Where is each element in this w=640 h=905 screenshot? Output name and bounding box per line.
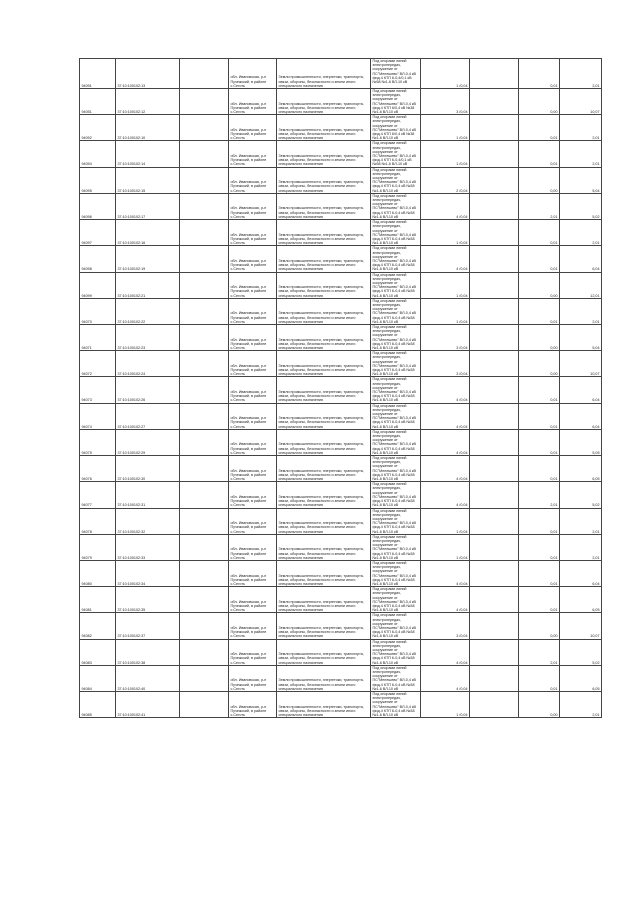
land-category: Земли промышленности, энергетики, транспорта, связи, обороны, безопасности и земли иного специального назначения [277,692,371,718]
value-2: 2,01 [560,692,602,718]
value-1: 0,01 [519,560,560,586]
land-register-table [79,58,602,718]
area-share: 1 /0,04 [421,141,470,167]
address: обл. Ивановская, р-н Пучежский, в районе с.Сеготь [229,298,277,324]
area-share: 4 /0,04 [421,560,470,586]
value-2: 2,01 [560,115,602,141]
blank-cell [470,220,519,246]
area-share: 1 /0,04 [421,534,470,560]
table-row [80,587,602,613]
value-2: 2,01 [560,298,602,324]
blank-cell [180,377,229,403]
value-2: 2,01 [560,59,602,89]
address: обл. Ивановская, р-н Пучежский, в районе с.Сеготь [229,613,277,639]
value-1: 0,01 [519,429,560,455]
value-1: 0,01 [519,141,560,167]
record-id: 94075 [80,429,116,455]
cadastral-number: 37:10:100102:31 [116,482,180,508]
table-row [80,141,602,167]
record-id: 94081 [80,587,116,613]
blank-cell [470,59,519,89]
cadastral-number: 37:10:100102:30 [116,456,180,482]
value-2: 6,05 [560,587,602,613]
value-2: 6,04 [560,560,602,586]
address: обл. Ивановская, р-н Пучежский, в районе с.Сеготь [229,220,277,246]
permitted-use: Под опорами линий электропередач, сооружение от ПС"Мелешево" ВЛ-0,4 кВ фид.4 КТП 6/0,4 кВ №38 №1-6 ВЛ-10 кВ [371,89,421,115]
record-id: 94070 [80,298,116,324]
land-category: Земли промышленности, энергетики, транспорта, связи, обороны, безопасности и земли иного специального назначения [277,456,371,482]
table-row [80,560,602,586]
land-category: Земли промышленности, энергетики, транспорта, связи, обороны, безопасности и земли иного специального назначения [277,89,371,115]
table-row [80,692,602,718]
area-share: 4 /0,04 [421,193,470,219]
permitted-use: Под опорами линий электропередач, сооружение от ПС"Мелешево" ВЛ-0,4 кВ фид.4 КТП 6-0,4 кВ №38 №1-6 ВЛ-10 кВ [371,220,421,246]
value-1: 0,01 [519,220,560,246]
address: обл. Ивановская, р-н Пучежский, в районе с.Сеготь [229,351,277,377]
value-1: 0,00 [519,692,560,718]
value-1: 0,01 [519,377,560,403]
blank-cell [470,692,519,718]
blank-cell [470,560,519,586]
value-2: 2,01 [560,141,602,167]
area-share: 3 /0,04 [421,351,470,377]
record-id: 94074 [80,403,116,429]
value-1: 0,00 [519,613,560,639]
value-1: 0,01 [519,665,560,691]
value-2: 5,04 [560,324,602,350]
area-share: 4 /0,04 [421,639,470,665]
permitted-use: Под опорами линий электропередач, сооружение от ПС"Мелешево" ВЛ-0,4 кВ фид.4 КТП 6-0,4 кВ №38 №1-6 ВЛ-10 кВ [371,456,421,482]
blank-cell [180,587,229,613]
address: обл. Ивановская, р-н Пучежский, в районе с.Сеготь [229,141,277,167]
value-1: 0,01 [519,508,560,534]
address: обл. Ивановская, р-н Пучежский, в районе с.Сеготь [229,639,277,665]
blank-cell [180,665,229,691]
permitted-use: Под опорами линий электропередач, сооружение от ПС"Мелешево" ВЛ-0,4 кВ фид.4 КТП 6-0,4 кВ №38 №1-6 ВЛ-10 кВ [371,246,421,272]
blank-cell [470,324,519,350]
record-id: 94095 [80,167,116,193]
cadastral-number: 37:10:100102:19 [116,246,180,272]
permitted-use: Под опорами линий электропередач, сооружение от ПС"Мелешево" ВЛ-0,4 кВ фид.4 КТП 6-0,4 кВ №38 №1-6 ВЛ-10 кВ [371,429,421,455]
land-category: Земли промышленности, энергетики, транспорта, связи, обороны, безопасности и земли иного специального назначения [277,377,371,403]
permitted-use: Под опорами линий электропередач, сооружение от ПС"Мелешево" ВЛ-0,4 кВ фид.4 КТП 6-0,4 кВ №38 №1-6 ВЛ-10 кВ [371,613,421,639]
value-1: 2,01 [519,193,560,219]
permitted-use: Под опорами линий электропередач, сооружение от ПС"Мелешево" ВЛ-0,4 кВ фид.4 КТП 6-0,4/0,1 кВ №58 №1-6 ВЛ-10 кВ [371,141,421,167]
land-category: Земли промышленности, энергетики, транспорта, связи, обороны, безопасности и земли иного специального назначения [277,193,371,219]
blank-cell [470,587,519,613]
permitted-use: Под опорами линий электропередач, сооружение от ПС"Мелешево" ВЛ-0,4 кВ фид.4 КТП 6-0,4 кВ №38 №1-6 ВЛ-10 кВ [371,272,421,298]
value-2: 2,01 [560,220,602,246]
address: обл. Ивановская, р-н Пучежский, в районе с.Сеготь [229,456,277,482]
address: обл. Ивановская, р-н Пучежский, в районе с.Сеготь [229,587,277,613]
cadastral-number: 37:10:100102:35 [116,587,180,613]
permitted-use: Под опорами линий электропередач, сооружение от ПС"Мелешево" ВЛ-0,4 кВ фид.4 КТП 6-0,4 кВ №38 №1-6 ВЛ-10 кВ [371,587,421,613]
cadastral-number: 37:10:100102:22 [116,298,180,324]
permitted-use: Под опорами линий электропередач, сооружение от ПС"Мелешево" ВЛ-0,4 кВ фид.4 КТП 6-0,4 кВ №38 №1-6 ВЛ-10 кВ [371,403,421,429]
permitted-use: Под опорами линий электропередач, сооружение от ПС"Мелешево" ВЛ-0,4 кВ фид.4 КТП 6-0,4 кВ №38 №1-6 ВЛ-10 кВ [371,324,421,350]
area-share: 4 /0,04 [421,403,470,429]
record-id: 94084 [80,665,116,691]
value-2: 10,07 [560,613,602,639]
area-share: 1 /0,04 [421,692,470,718]
blank-cell [180,324,229,350]
land-category: Земли промышленности, энергетики, транспорта, связи, обороны, безопасности и земли иного специального назначения [277,429,371,455]
cadastral-number: 37:10:100102:26 [116,377,180,403]
table-row [80,613,602,639]
cadastral-number: 37:10:100102:32 [116,508,180,534]
record-id: 94091 [80,59,116,89]
blank-cell [180,220,229,246]
value-1: 0,01 [519,403,560,429]
blank-cell [180,534,229,560]
cadastral-number: 37:10:100102:40 [116,665,180,691]
value-2: 5,02 [560,482,602,508]
area-share: 4 /0,04 [421,246,470,272]
address: обл. Ивановская, р-н Пучежский, в районе с.Сеготь [229,167,277,193]
value-2: 5,02 [560,193,602,219]
blank-cell [470,456,519,482]
blank-cell [470,246,519,272]
value-1: 0,01 [519,115,560,141]
blank-cell [180,508,229,534]
value-2: 10,07 [560,351,602,377]
cadastral-number: 37:10:100102:24 [116,351,180,377]
cadastral-number: 37:10:100102:37 [116,613,180,639]
blank-cell [180,115,229,141]
blank-cell [180,429,229,455]
cadastral-number: 37:10:100102:16 [116,220,180,246]
table-row [80,167,602,193]
blank-cell [470,298,519,324]
record-id: 94098 [80,246,116,272]
permitted-use: Под опорами линий электропередач, сооружение от ПС"Мелешево" ВЛ-0,4 кВ фид.4 КТП 6-0,4 кВ №38 №1-6 ВЛ-10 кВ [371,298,421,324]
permitted-use: Под опорами линий электропередач, сооружение от ПС"Мелешево" ВЛ-0,4 кВ фид.4 КТП 6-0,4 кВ №38 №1-6 ВЛ-10 кВ [371,167,421,193]
value-2: 12,01 [560,272,602,298]
address: обл. Ивановская, р-н Пучежский, в районе с.Сеготь [229,59,277,89]
land-category: Земли промышленности, энергетики, транспорта, связи, обороны, безопасности и земли иного специального назначения [277,403,371,429]
address: обл. Ивановская, р-н Пучежский, в районе с.Сеготь [229,429,277,455]
record-id: 94080 [80,560,116,586]
value-1: 0,01 [519,456,560,482]
land-category: Земли промышленности, энергетики, транспорта, связи, обороны, безопасности и земли иного специального назначения [277,665,371,691]
area-share: 1 /0,04 [421,220,470,246]
value-2: 6,04 [560,246,602,272]
table-row [80,456,602,482]
value-2: 6,05 [560,456,602,482]
land-category: Земли промышленности, энергетики, транспорта, связи, обороны, безопасности и земли иного специального назначения [277,141,371,167]
value-2: 2,01 [560,508,602,534]
value-2: 6,05 [560,665,602,691]
blank-cell [470,115,519,141]
blank-cell [470,377,519,403]
area-share: 1 /0,04 [421,298,470,324]
table-row [80,246,602,272]
permitted-use: Под опорами линий электропередач, сооружение от ПС"Мелешево" ВЛ-0,4 кВ фид.4 КТП 6-0,4 кВ №38 №1-6 ВЛ-10 кВ [371,193,421,219]
address: обл. Ивановская, р-н Пучежский, в районе с.Сеготь [229,692,277,718]
record-id: 94051 [80,89,116,115]
land-category: Земли промышленности, энергетики, транспорта, связи, обороны, безопасности и земли иного специального назначения [277,639,371,665]
table-row [80,482,602,508]
address: обл. Ивановская, р-н Пучежский, в районе с.Сеготь [229,508,277,534]
cadastral-number: 37:10:100102:38 [116,639,180,665]
record-id: 94082 [80,613,116,639]
value-2: 5,02 [560,639,602,665]
value-1: 0,00 [519,272,560,298]
blank-cell [470,141,519,167]
value-1: 0,01 [519,534,560,560]
table-row [80,324,602,350]
area-share: 1 /0,04 [421,272,470,298]
blank-cell [180,639,229,665]
address: обл. Ивановская, р-н Пучежский, в районе с.Сеготь [229,665,277,691]
address: обл. Ивановская, р-н Пучежский, в районе с.Сеготь [229,193,277,219]
blank-cell [470,167,519,193]
blank-cell [180,351,229,377]
cadastral-number: 37:10:100102:17 [116,193,180,219]
area-share: 4 /0,04 [421,482,470,508]
blank-cell [470,403,519,429]
value-1: 2,01 [519,639,560,665]
cadastral-number: 37:10:100102:21 [116,272,180,298]
blank-cell [180,456,229,482]
permitted-use: Под опорами линий электропередач, сооружение от ПС"Мелешево" ВЛ-0,4 кВ фид.4 КТП 6-0,4 кВ №38 №1-6 ВЛ-10 кВ [371,508,421,534]
value-1: 0,01 [519,587,560,613]
address: обл. Ивановская, р-н Пучежский, в районе с.Сеготь [229,272,277,298]
land-category: Земли промышленности, энергетики, транспорта, связи, обороны, безопасности и земли иного специального назначения [277,298,371,324]
table-row [80,89,602,115]
area-share: 3 /0,04 [421,613,470,639]
blank-cell [470,89,519,115]
value-2: 2,01 [560,534,602,560]
blank-cell [470,665,519,691]
value-2: 6,04 [560,377,602,403]
cadastral-number: 37:10:100102:12 [116,89,180,115]
area-share: 4 /0,04 [421,665,470,691]
permitted-use: Под опорами линий электропередач, сооружение от ПС"Мелешево" ВЛ-0,4 кВ фид.4 КТП 6-0,4 кВ №38 №1-6 ВЛ-10 кВ [371,482,421,508]
cadastral-number: 37:10:100102:29 [116,429,180,455]
blank-cell [180,272,229,298]
blank-cell [470,534,519,560]
value-1: 0,00 [519,89,560,115]
address: обл. Ивановская, р-н Пучежский, в районе с.Сеготь [229,403,277,429]
record-id: 94071 [80,324,116,350]
record-id: 94083 [80,639,116,665]
blank-cell [470,272,519,298]
address: обл. Ивановская, р-н Пучежский, в районе с.Сеготь [229,482,277,508]
blank-cell [180,246,229,272]
land-category: Земли промышленности, энергетики, транспорта, связи, обороны, безопасности и земли иного специального назначения [277,246,371,272]
table-row [80,351,602,377]
value-1: 0,00 [519,351,560,377]
value-2: 6,04 [560,403,602,429]
cadastral-number: 37:10:100102:34 [116,560,180,586]
value-1: 0,01 [519,59,560,89]
area-share: 3 /0,04 [421,324,470,350]
area-share: 3 /0,04 [421,89,470,115]
area-share: 1 /0,04 [421,508,470,534]
address: обл. Ивановская, р-н Пучежский, в районе с.Сеготь [229,377,277,403]
table-row [80,534,602,560]
permitted-use: Под опорами линий электропередач, сооружение от ПС"Мелешево" ВЛ-0,4 кВ фид.4 КТП 6-0,4/0,1 кВ №58 №1-6 ВЛ-10 кВ [371,59,421,89]
address: обл. Ивановская, р-н Пучежский, в районе с.Сеготь [229,324,277,350]
area-share: 4 /0,04 [421,456,470,482]
permitted-use: Под опорами линий электропередач, сооружение от ПС"Мелешево" ВЛ-0,4 кВ фид.4 КТП 6-0,4 кВ №38 №1-6 ВЛ-10 кВ [371,665,421,691]
land-category: Земли промышленности, энергетики, транспорта, связи, обороны, безопасности и земли иного специального назначения [277,560,371,586]
blank-cell [470,429,519,455]
permitted-use: Под опорами линий электропередач, сооружение от ПС"Мелешево" ВЛ-0,4 кВ фид.4 КТП 6-0,4 кВ №38 №1-6 ВЛ-10 кВ [371,692,421,718]
value-2: 5,05 [560,429,602,455]
table-row [80,298,602,324]
address: обл. Ивановская, р-н Пучежский, в районе с.Сеготь [229,246,277,272]
land-category: Земли промышленности, энергетики, транспорта, связи, обороны, безопасности и земли иного специального назначения [277,59,371,89]
address: обл. Ивановская, р-н Пучежский, в районе с.Сеготь [229,560,277,586]
table-row [80,272,602,298]
blank-cell [470,613,519,639]
land-category: Земли промышленности, энергетики, транспорта, связи, обороны, безопасности и земли иного специального назначения [277,613,371,639]
value-1: 0,01 [519,246,560,272]
land-category: Земли промышленности, энергетики, транспорта, связи, обороны, безопасности и земли иного специального назначения [277,167,371,193]
area-share: 4 /0,04 [421,377,470,403]
land-category: Земли промышленности, энергетики, транспорта, связи, обороны, безопасности и земли иного специального назначения [277,220,371,246]
table-row [80,508,602,534]
record-id: 94077 [80,482,116,508]
table-row [80,220,602,246]
permitted-use: Под опорами линий электропередач, сооружение от ПС"Мелешево" ВЛ-0,4 кВ фид.4 КТП 6-0,4 кВ №38 №1-6 ВЛ-10 кВ [371,351,421,377]
address: обл. Ивановская, р-н Пучежский, в районе с.Сеготь [229,115,277,141]
blank-cell [180,613,229,639]
blank-cell [180,167,229,193]
cadastral-number: 37:10:100102:33 [116,534,180,560]
permitted-use: Под опорами линий электропередач, сооружение от ПС"Мелешево" ВЛ-0,4 кВ фид.4 КТП 6-0,4 кВ №38 №1-6 ВЛ-10 кВ [371,639,421,665]
blank-cell [180,59,229,89]
record-id: 94096 [80,193,116,219]
permitted-use: Под опорами линий электропередач, сооружение от ПС"Мелешево" ВЛ-0,4 кВ фид.4 КТП 6-0,4 кВ №38 №1-6 ВЛ-10 кВ [371,377,421,403]
land-category: Земли промышленности, энергетики, транспорта, связи, обороны, безопасности и земли иного специального назначения [277,272,371,298]
cadastral-number: 37:10:100102:13 [116,59,180,89]
area-share: 2 /0,04 [421,167,470,193]
table-row [80,193,602,219]
address: обл. Ивановская, р-н Пучежский, в районе с.Сеготь [229,534,277,560]
land-category: Земли промышленности, энергетики, транспорта, связи, обороны, безопасности и земли иного специального назначения [277,324,371,350]
value-1: 0,00 [519,167,560,193]
blank-cell [470,508,519,534]
value-1: 0,00 [519,324,560,350]
cadastral-number: 37:10:100102:23 [116,324,180,350]
area-share: 4 /0,04 [421,429,470,455]
land-category: Земли промышленности, энергетики, транспорта, связи, обороны, безопасности и земли иного специального назначения [277,482,371,508]
table-row [80,665,602,691]
blank-cell [470,193,519,219]
table-row [80,59,602,89]
record-id: 94092 [80,115,116,141]
address: обл. Ивановская, р-н Пучежский, в районе с.Сеготь [229,89,277,115]
permitted-use: Под опорами линий электропередач, сооружение от ПС"Мелешево" ВЛ-0,4 кВ фид.4 КТП 6-0,4 кВ №38 №1-6 ВЛ-10 кВ [371,534,421,560]
table-row [80,639,602,665]
value-1: 2,01 [519,482,560,508]
blank-cell [180,89,229,115]
blank-cell [180,298,229,324]
blank-cell [180,141,229,167]
blank-cell [180,403,229,429]
record-id: 94078 [80,508,116,534]
permitted-use: Под опорами линий электропередач, сооружение от ПС"Мелешево" ВЛ-0,4 кВ фид.4 КТП 6-0,4 кВ №38 №1-6 ВЛ-10 кВ [371,560,421,586]
land-category: Земли промышленности, энергетики, транспорта, связи, обороны, безопасности и земли иного специального назначения [277,534,371,560]
blank-cell [470,482,519,508]
value-2: 5,04 [560,167,602,193]
blank-cell [180,692,229,718]
area-share: 1 /0,04 [421,59,470,89]
record-id: 94097 [80,220,116,246]
cadastral-number: 37:10:100102:10 [116,115,180,141]
value-2: 10,07 [560,89,602,115]
record-id: 94073 [80,377,116,403]
land-category: Земли промышленности, энергетики, транспорта, связи, обороны, безопасности и земли иного специального назначения [277,508,371,534]
value-1: 0,01 [519,298,560,324]
cadastral-number: 37:10:100102:41 [116,692,180,718]
land-category: Земли промышленности, энергетики, транспорта, связи, обороны, безопасности и земли иного специального назначения [277,351,371,377]
blank-cell [180,193,229,219]
blank-cell [470,351,519,377]
record-id: 94085 [80,692,116,718]
document-page [79,58,600,718]
table-row [80,115,602,141]
table-row [80,377,602,403]
permitted-use: Под опорами линий электропередач, сооружение от ПС"Мелешево" ВЛ-0,4 кВ фид.4 КТП 6/0,4 кВ №38 №1-6 ВЛ-10 кВ [371,115,421,141]
blank-cell [180,482,229,508]
area-share: 1 /0,04 [421,115,470,141]
cadastral-number: 37:10:100102:15 [116,167,180,193]
cadastral-number: 37:10:100102:27 [116,403,180,429]
blank-cell [470,639,519,665]
record-id: 94072 [80,351,116,377]
land-category: Земли промышленности, энергетики, транспорта, связи, обороны, безопасности и земли иного специального назначения [277,587,371,613]
record-id: 94076 [80,456,116,482]
cadastral-number: 37:10:100102:14 [116,141,180,167]
record-id: 94099 [80,272,116,298]
record-id: 94094 [80,141,116,167]
blank-cell [180,560,229,586]
table-row [80,403,602,429]
land-category: Земли промышленности, энергетики, транспорта, связи, обороны, безопасности и земли иного специального назначения [277,115,371,141]
table-row [80,429,602,455]
area-share: 4 /0,04 [421,587,470,613]
record-id: 94079 [80,534,116,560]
table-body [80,59,602,718]
